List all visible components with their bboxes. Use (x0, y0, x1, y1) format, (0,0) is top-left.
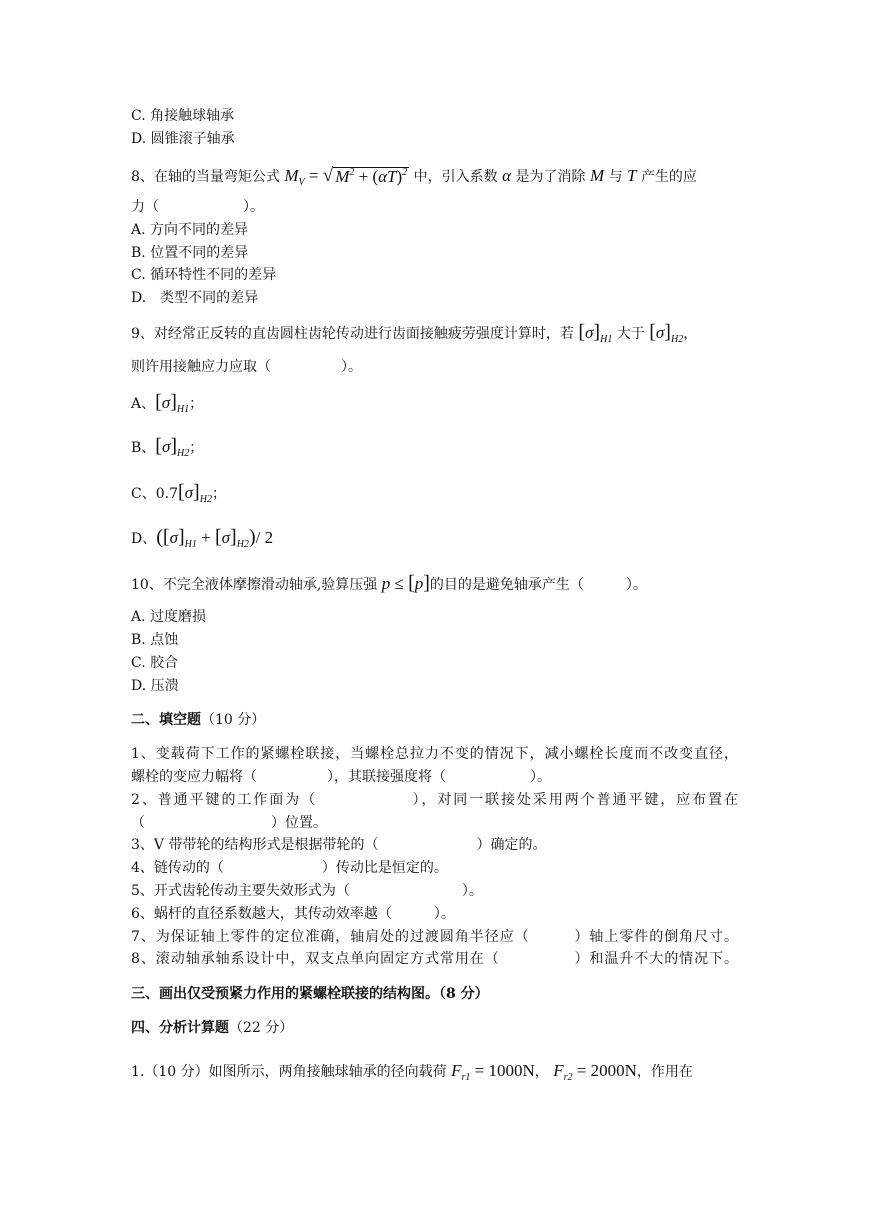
section4-heading: 四、分析计算题（22 分） (131, 1020, 294, 1036)
fill-item-7: 7、为保证轴上零件的定位准确，轴肩处的过渡圆角半径应（ ）轴上零件的倒角尺寸。 (131, 929, 738, 945)
calc-question-1: 1.（10 分）如图所示，两角接触球轴承的径向载荷 $F_{r1} = 1000N$， $F_{r2} = 2000N$，作用在 (131, 1061, 693, 1083)
q9-option-c: C、$0.7[\sigma]_{H2}$； (131, 481, 226, 505)
section3-heading: 三、画出仅受预紧力作用的紧螺栓联接的结构图。（8 分） (131, 986, 489, 1002)
q7-option-c: C. 角接触球轴承 (131, 108, 235, 124)
fill-item-8: 8、滚动轴承轴系设计中，双支点单向固定方式常用在（ ）和温升不大的情况下。 (131, 951, 738, 967)
fill-item-6: 6、蜗杆的直径系数越大，其传动效率越（ ）。 (131, 906, 455, 922)
q8-option-d: D. 类型不同的差异 (131, 290, 259, 306)
q8-option-b: B. 位置不同的差异 (131, 245, 249, 261)
fill-item-2: 2、普通平键的工作面为（ ），对同一联接处采用两个普通平键，应布置在 (131, 792, 738, 808)
q9-stem: 9、对经常正反转的直齿圆柱齿轮传动进行齿面接触疲劳强度计算时，若 $[\sigma]_{H1}$ 大于 $[\sigma]_{H2}$， (131, 321, 698, 345)
fill-item-1: 1、变载荷下工作的紧螺栓联接，当螺栓总拉力不变的情况下，减小螺栓长度而不改变直径， (131, 746, 738, 762)
fill-item-5: 5、开式齿轮传动主要失效形式为（ ）。 (131, 883, 483, 899)
q10-option-d: D. 压溃 (131, 678, 179, 694)
fill-item-4: 4、链传动的（ ）传动比是恒定的。 (131, 860, 448, 876)
q10-stem: 10、不完全液体摩擦滑动轴承,验算压强 p ≤ [p]的目的是避免轴承产生（ ）。 (131, 572, 647, 594)
q8-option-a: A. 方向不同的差异 (131, 222, 249, 238)
fill-item-2-line2: （ ）位置。 (131, 815, 327, 831)
q10-option-b: B. 点蚀 (131, 632, 179, 648)
q7-option-d: D. 圆锥滚子轴承 (131, 131, 235, 147)
q8-option-c: C. 循环特性不同的差异 (131, 267, 277, 283)
fill-item-1-line2: 螺栓的变应力幅将（ ），其联接强度将（ ）。 (131, 769, 551, 785)
q8-stem-line2: 力（ ）。 (131, 199, 264, 215)
q9-stem-line2: 则许用接触应力应取（ ）。 (131, 359, 362, 375)
q10-option-c: C. 胶合 (131, 655, 179, 671)
q10-option-a: A. 过度磨损 (131, 609, 207, 625)
q9-option-b: B、$[\sigma]_{H2}$； (131, 435, 204, 459)
q9-option-a: A、$[\sigma]_{H1}$； (131, 391, 204, 415)
q9-option-d: D、$([\sigma]_{H1} + [\sigma]_{H2})/$ 2 (131, 526, 274, 550)
q8-stem: 8、在轴的当量弯矩公式 $M_V$ = √ $M^2 + (\alpha T)^2$ 中，引入系数 α 是为了消除 M 与 T 产生的应 (131, 165, 697, 188)
equivalent-moment-formula: $M_V$ = √ $M^2 + (\alpha T)^2$ (284, 165, 408, 188)
section2-heading: 二、填空题（10 分） (131, 712, 266, 728)
fill-item-3: 3、V 带带轮的结构形式是根据带轮的（ ）确定的。 (131, 837, 547, 853)
